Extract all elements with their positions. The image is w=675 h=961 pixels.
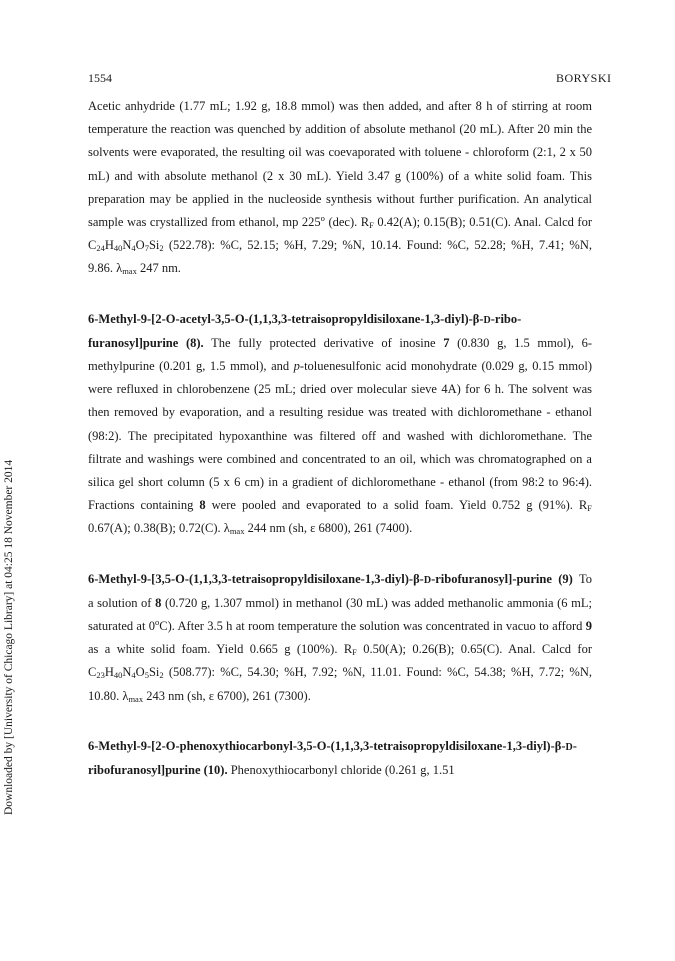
compound-9-heading: 6-Methyl-9-[3,5-O-(1,1,3,3-tetraisopropyldisiloxane-1,3-diyl)-β-D-ribofuranosyl]-purine (9) (88, 571, 573, 586)
page-number: 1554 (88, 71, 112, 85)
paragraph-1: Acetic anhydride (1.77 mL; 1.92 g, 18.8 mmol) was then added, and after 8 h of stirring at room temperature the reaction was quenched by addition of absolute methanol (20 mL). After 20 min the solvents were evaporated, the resulting oil was coevaporated with toluene - chloroform (2:1, 2 x 50 mL) and with absolute methanol (2 x 30 mL). Yield 3.47 g (100%) of a white solid foam. This preparation may be applied in the nucleoside synthesis without further purification. An analytical sample was crystallized from ethanol, mp 225$^o$ (dec). $R_F$ 0.42(A); 0.15(B); 0.51(C). Anal. Calcd for $C_{24}H_{40}N_4O_7Si_2$ (522.78): %C, 52.15; %H, 7.29; %N, 10.14. Found: %C, 52.28; %H, 7.41; %N, 9.86. $\lambda_{max}$ 247 nm. (88, 99, 592, 277)
article-body (88, 95, 592, 782)
paragraph-2: 6-Methyl-9-[2-O-acetyl-3,5-O-(1,1,3,3-tetraisopropyldisiloxane-1,3-diyl)-β-D-ribo-furanosyl]purine (8). The fully protected derivative of inosine 7 (0.830 g, 1.5 mmol), 6-methylpurine (0.201 g, 1.5 mmol), and p-toluenesulfonic acid monohydrate (0.029 g, 0.15 mmol) were refluxed in chlorobenzene (25 mL; dried over molecular sieve 4A) for 6 h. The solvent was then removed by evaporation, and a resulting residue was treated with dichloromethane - ethanol (98:2). The precipitated hypoxanthine was filtered off and washed with dichloromethane. The filtrate and washings were combined and concentrated to an oil, which was chromatographed on a silica gel short column (5 x 6 cm) in a gradient of dichloromethane - ethanol (from 98:2 to 96:4). Fractions containing 8 were pooled and evaporated to a solid foam. Yield 0.752 g (91%). $R_F$ 0.67(A); 0.38(B); 0.72(C). $\lambda_{max}$ 244 nm (sh, ε 6800), 261 (7400). (88, 311, 593, 537)
download-watermark: Downloaded by [University of Chicago Library] at 04:25 18 November 2014 (3, 459, 15, 815)
paragraph-4: 6-Methyl-9-[2-O-phenoxythiocarbonyl-3,5-O-(1,1,3,3-tetraisopropyldisiloxane-1,3-diyl)-β-D-ribofuranosyl]purine (10). Phenoxythiocarbonyl chloride (0.261 g, 1.51 (88, 738, 577, 778)
compound-10-heading: 6-Methyl-9-[2-O-phenoxythiocarbonyl-3,5-O-(1,1,3,3-tetraisopropyldisiloxane-1,3-diyl)-β-D-ribofuranosyl]purine (10). (88, 738, 577, 778)
running-head: BORYSKI (556, 71, 612, 85)
compound-8-heading: 6-Methyl-9-[2-O-acetyl-3,5-O-(1,1,3,3-tetraisopropyldisiloxane-1,3-diyl)-β-D-ribo-furanosyl]purine (8). (88, 311, 522, 350)
paragraph-3: 6-Methyl-9-[3,5-O-(1,1,3,3-tetraisopropyldisiloxane-1,3-diyl)-β-D-ribofuranosyl]-purine (9) To a solution of 8 (0.720 g, 1.307 mmol) in methanol (30 mL) was added methanolic ammonia (6 mL; saturated at 0$^o$C). After 3.5 h at room temperature the solution was concentrated in vacuo to afford 9 as a white solid foam. Yield 0.665 g (100%). $R_F$ 0.50(A); 0.26(B); 0.65(C). Anal. Calcd for $C_{23}H_{40}N_4O_5Si_2$ (508.77): %C, 54.30; %H, 7.92; %N, 11.01. Found: %C, 54.38; %H, 7.72; %N, 10.80. $\lambda_{max}$ 243 nm (sh, ε 6700), 261 (7300). (88, 571, 592, 704)
